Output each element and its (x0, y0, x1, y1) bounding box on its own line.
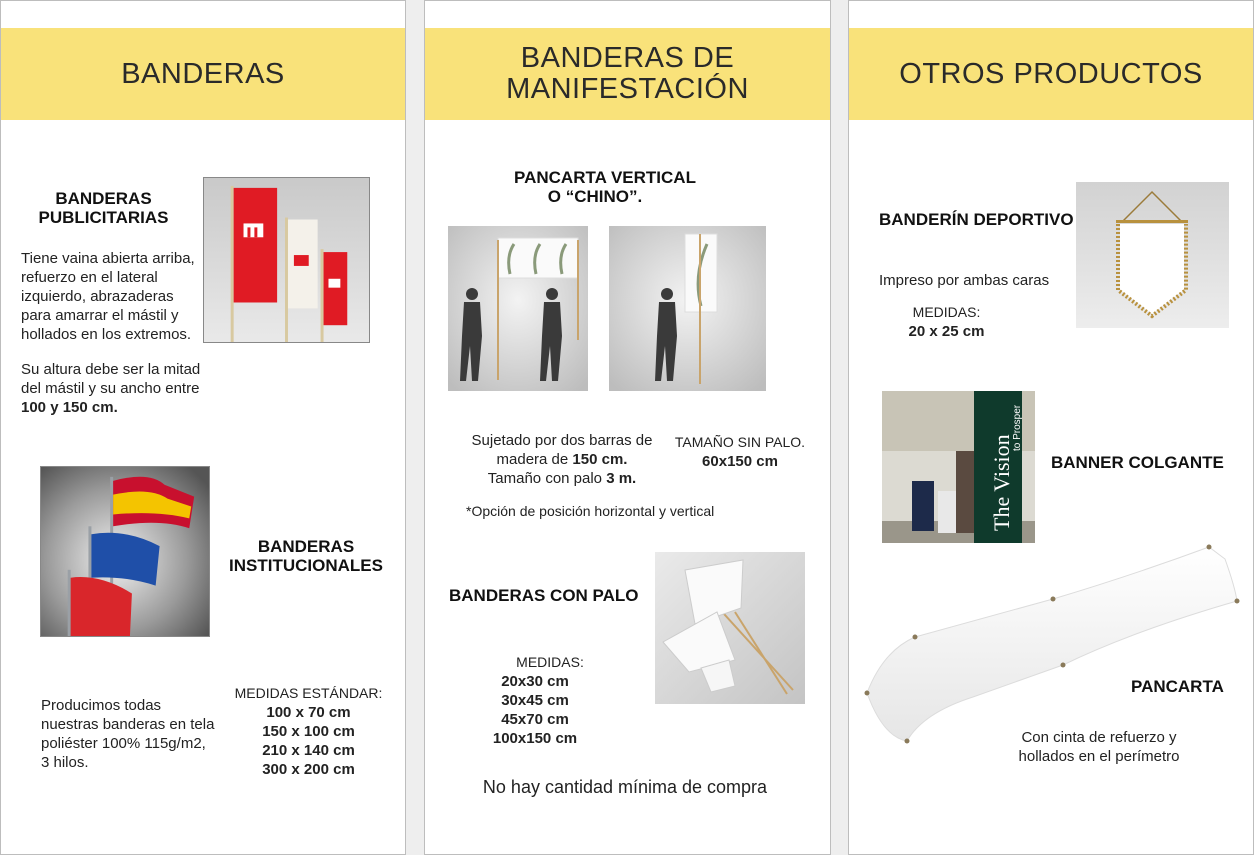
sujetado-text (457, 431, 667, 488)
text-line-bold: 100 y 150 cm. (21, 399, 118, 416)
hanging-banner-photo (882, 391, 1035, 543)
text-line: hollados en los extremos. (21, 326, 192, 343)
text-line: refuerzo en el lateral (21, 269, 158, 286)
medida-value: 100 x 70 cm (266, 704, 351, 721)
medidas-estandar (226, 684, 391, 779)
pancarta-desc (994, 728, 1204, 766)
text-line: izquierdo, abrazaderas (21, 288, 174, 305)
advertising-flags-photo (203, 177, 370, 343)
value: 45x70 cm (501, 711, 569, 728)
medidas-label: MEDIDAS ESTÁNDAR: (234, 685, 383, 701)
pancarta-vertical-title (495, 168, 715, 206)
value: 60x150 cm (702, 453, 778, 470)
label: TAMAÑO SIN PALO. (674, 434, 806, 450)
publicitarias-title (21, 189, 186, 227)
con-palo-medidas (480, 653, 620, 748)
pancarta-title: PANCARTA (1131, 677, 1224, 696)
text-bold: 150 cm. (572, 451, 628, 468)
header-band (1, 28, 405, 120)
banderin-desc: Impreso por ambas caras (879, 272, 1050, 289)
medida-value: 300 x 200 cm (262, 761, 355, 778)
text-line: para amarrar el mástil y (21, 307, 179, 324)
text-line: hollados en el perímetro (1018, 748, 1180, 765)
banderin-medidas (889, 303, 1004, 341)
header-band (849, 28, 1253, 120)
medida-value: 150 x 100 cm (262, 723, 355, 740)
text-line: del mástil y su ancho entre (21, 380, 200, 397)
institutional-flags-photo (40, 466, 210, 637)
text-line: 3 hilos. (41, 754, 89, 771)
title-line: BANDERAS (257, 537, 355, 556)
header-band (425, 28, 830, 120)
pennant-photo (1076, 182, 1229, 328)
publicitarias-height-note (21, 360, 221, 417)
text-line: Sujetado por dos barras de (471, 432, 653, 449)
publicitarias-description (21, 249, 211, 344)
vertical-banner-photo (609, 226, 766, 391)
title-line: PANCARTA VERTICAL (514, 168, 696, 187)
text-line: Producimos todas (41, 697, 162, 714)
banderin-title: BANDERÍN DEPORTIVO (879, 210, 1074, 229)
value: 20 x 25 cm (908, 323, 985, 340)
title-line: MANIFESTACIÓN (506, 73, 749, 105)
panel-banderas (0, 0, 406, 855)
title-line: INSTITUCIONALES (229, 556, 383, 575)
text-line: Tamaño con palo (487, 470, 607, 487)
text-line: Su altura debe ser la mitad (21, 361, 201, 378)
value: 30x45 cm (501, 692, 569, 709)
title-line: BANDERAS (55, 189, 152, 208)
text-line: madera de (496, 451, 573, 468)
panel-title: OTROS PRODUCTOS (899, 57, 1203, 90)
sign-text-small: to Prosper (1012, 404, 1023, 451)
panel-manifestacion (424, 0, 831, 855)
banner-colgante-title: BANNER COLGANTE (1051, 453, 1224, 472)
producimos-text (41, 696, 241, 772)
panel-title: BANDERAS (121, 57, 285, 90)
text-line: Tiene vaina abierta arriba, (21, 250, 195, 267)
title-line: PUBLICITARIAS (38, 208, 169, 227)
title-line: O “CHINO”. (547, 187, 643, 206)
text-line: poliéster 100% 115g/m2, (41, 735, 206, 752)
text-line: Con cinta de refuerzo y (1021, 729, 1177, 746)
text-line: nuestras banderas en tela (41, 716, 215, 733)
horizontal-banner-photo (448, 226, 588, 391)
value: 20x30 cm (501, 673, 569, 690)
sign-text: The Vision (989, 434, 1014, 531)
text-bold: 3 m. (606, 470, 637, 487)
opcion-note: *Opción de posición horizontal y vertical (466, 503, 715, 519)
value: 100x150 cm (492, 730, 578, 747)
pancarta-photo (863, 541, 1243, 751)
label: MEDIDAS: (516, 654, 584, 670)
medida-value: 210 x 140 cm (262, 742, 355, 759)
panel-otros-productos (848, 0, 1254, 855)
panel-title (506, 43, 749, 105)
label: MEDIDAS: (912, 304, 981, 320)
title-line: BANDERAS DE (520, 42, 735, 74)
minimo-note: No hay cantidad mínima de compra (482, 777, 768, 797)
stick-flags-photo (655, 552, 805, 704)
tamano-sin-palo (665, 433, 815, 471)
institucionales-title (216, 537, 396, 575)
con-palo-title: BANDERAS CON PALO (449, 586, 639, 605)
